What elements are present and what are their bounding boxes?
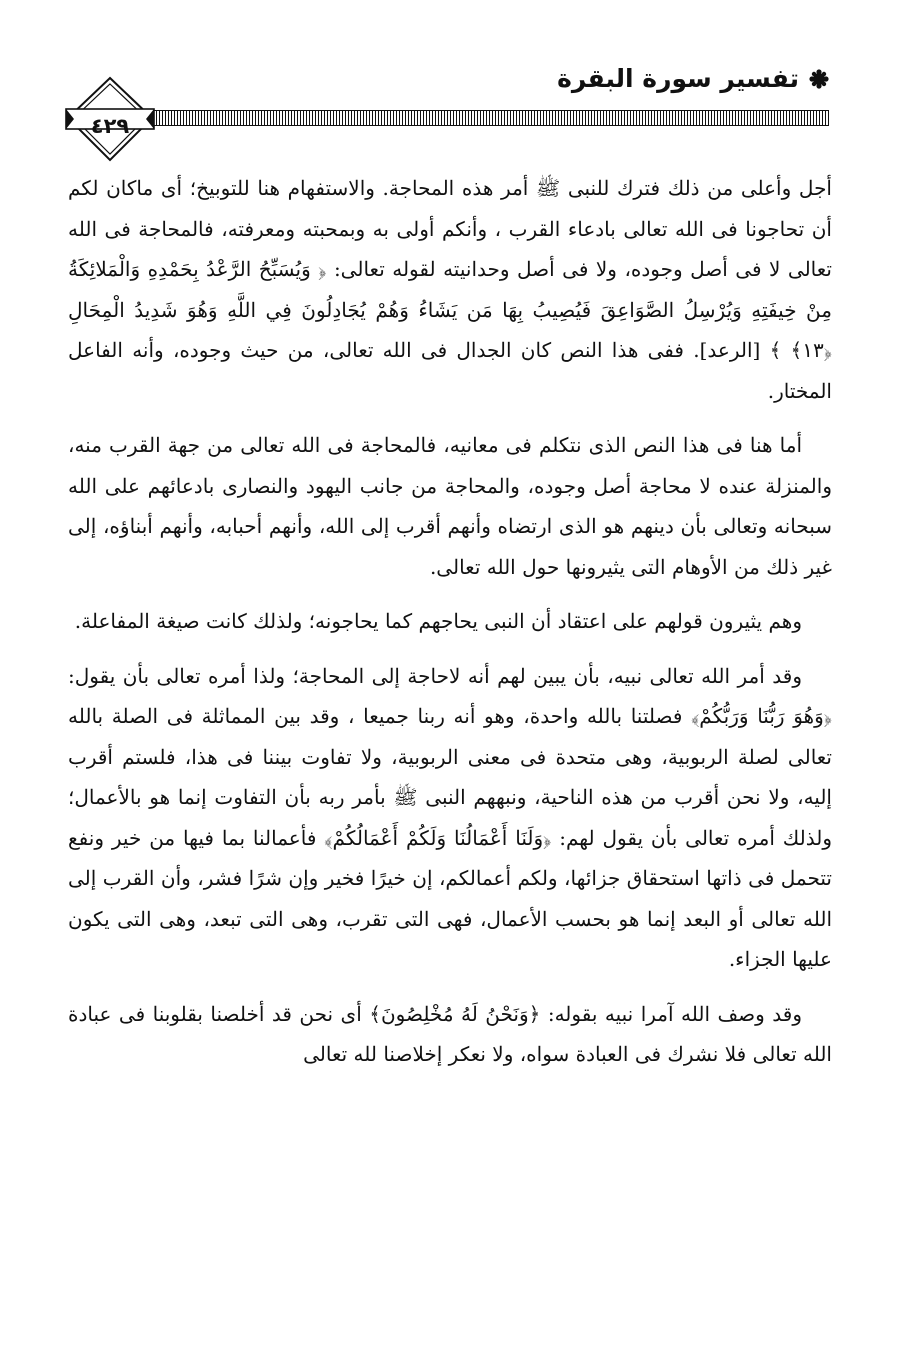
paragraph: أما هنا فى هذا النص الذى نتكلم فى معانيه، فالمحاجة فى الله تعالى من جهة القرب منه، والمنزلة عنده لا محاجة أصل وجوده، والمحاجة من جانب اليهود والنصارى بادعائهم على الله سبحانه وتعالى بأن دينهم هو الذى ارتضاه وأنهم أقرب إلى الله، وأنهم أحبابه، وأنهم أبناؤه، إلى غير ذلك من الأوهام التى يثيرونها حول الله تعالى. (68, 433, 832, 579)
flower-ornament-icon (809, 69, 829, 89)
page-body (68, 168, 832, 1089)
paragraph: أجل وأعلى من ذلك فترك للنبى ﷺ أمر هذه المحاجة. والاستفهام هنا للتوبيخ؛ أى ماكان لكم أن تحاجونا فى الله تعالى بادعاء القرب ، وأنكم أولى به وبمحبته ومعرفته، فالمحاجة فى الله تعالى لا فى أصل وجوده، ولا فى أصل وحدانيته لقوله تعالى: ﴿ وَيُسَبِّحُ الرَّعْدُ بِحَمْدِهِ وَالْمَلائِكَةُ مِنْ خِيفَتِهِ وَيُرْسِلُ الصَّوَاعِقَ فَيُصِيبُ بِهَا مَن يَشَاءُ وَهُمْ يُجَادِلُونَ فِي اللَّهِ وَهُوَ شَدِيدُ الْمِحَالِ ﴿١٣﴾ ﴾ [الرعد]. ففى هذا النص كان الجدال فى الله تعالى، من حيث وجوده، وأنه الفاعل المختار. (68, 176, 832, 403)
paragraph: وقد أمر الله تعالى نبيه، بأن يبين لهم أنه لاحاجة إلى المحاجة؛ ولذا أمره تعالى بأن يقول: ﴿وَهُوَ رَبُّنَا وَرَبُّكُمْ﴾ فصلتنا بالله واحدة، وهو أنه ربنا جميعا ، وقد بين المماثلة فى الصلة بالله تعالى لصلة الربوبية، وهى متحدة فى معنى الربوبية، ولا تفاوت بيننا فى هذا، فلستم أقرب إليه، ولا نحن أقرب من هذه الناحية، ونبههم النبى ﷺ بأمر ربه بأن التفاوت إنما هو بالأعمال؛ ولذلك أمره تعالى بأن يقول لهم: ﴿وَلَنَا أَعْمَالُنَا وَلَكُمْ أَعْمَالُكُمْ﴾ فأعمالنا بما فيها من خير ونفع تتحمل فى ذاتها استحقاق جزائها، ولكم أعمالكم، إن خيرًا فخير وإن شرًا فشر، وأن القرب إلى الله تعالى أو البعد إنما هو بحسب الأعمال، فهى التى تقرب، وهى التى تبعد، وهى التى يكون عليها الجزاء. (68, 663, 832, 971)
running-title-text: تفسير سورة البقرة (557, 64, 799, 93)
paragraph: وهم يثيرون قولهم على اعتقاد أن النبى يحاجهم كما يحاجونه؛ ولذلك كانت صيغة المفاعلة. (74, 609, 802, 633)
running-title (557, 64, 829, 93)
paragraph: وقد وصف الله آمرا نبيه بقوله: ﴿وَنَحْنُ لَهُ مُخْلِصُونَ﴾ أى نحن قد أخلصنا بقلوبنا فى عبادة الله تعالى فلا نشرك فى العبادة سواه، ولا نعكر إخلاصنا لله تعالى (68, 1001, 832, 1066)
page-number-badge (64, 76, 156, 162)
page-header (64, 56, 829, 166)
page-number: ٤٢٩ (90, 114, 130, 138)
header-rule (139, 110, 829, 126)
